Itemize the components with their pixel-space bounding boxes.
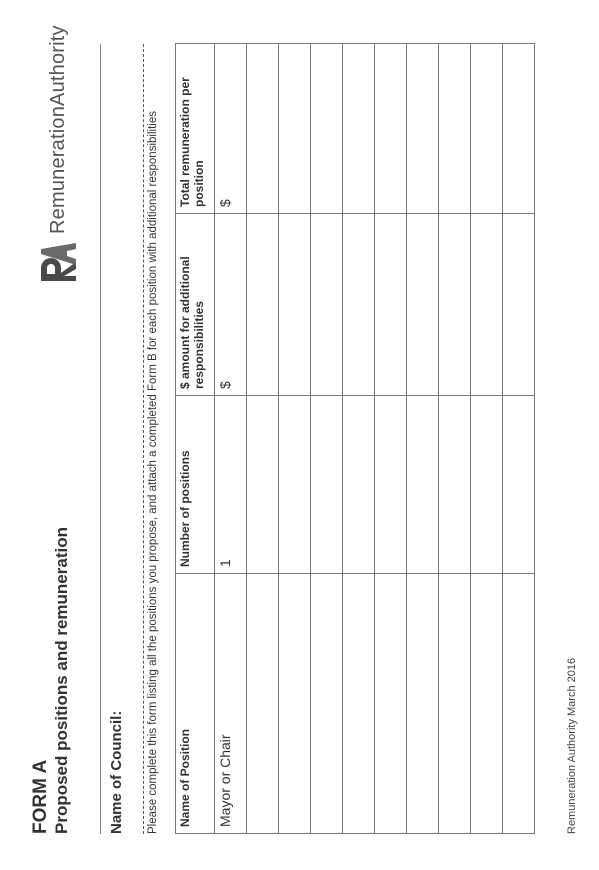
table-row [311, 44, 343, 834]
ra-monogram-icon [37, 242, 79, 284]
additional-amount-cell[interactable]: $ [215, 214, 247, 396]
number-of-positions-cell[interactable] [503, 396, 535, 574]
additional-amount-cell[interactable] [407, 214, 439, 396]
position-name-cell[interactable] [503, 574, 535, 834]
additional-amount-cell[interactable] [439, 214, 471, 396]
additional-amount-cell[interactable] [375, 214, 407, 396]
total-remuneration-cell[interactable] [247, 44, 279, 214]
table-row [471, 44, 503, 834]
total-remuneration-cell[interactable] [311, 44, 343, 214]
header-divider [100, 44, 101, 834]
footer-text: Remuneration Authority March 2016 [566, 657, 578, 834]
total-remuneration-cell[interactable] [279, 44, 311, 214]
additional-amount-cell[interactable] [247, 214, 279, 396]
table-row [407, 44, 439, 834]
additional-amount-cell[interactable] [503, 214, 535, 396]
position-name-cell[interactable] [311, 574, 343, 834]
total-remuneration-cell[interactable] [503, 44, 535, 214]
total-remuneration-cell[interactable] [439, 44, 471, 214]
council-name-field[interactable] [143, 44, 144, 834]
total-remuneration-cell[interactable] [471, 44, 503, 214]
number-of-positions-cell[interactable] [343, 396, 375, 574]
position-name-cell[interactable] [343, 574, 375, 834]
table-row [279, 44, 311, 834]
council-name-label: Name of Council: [108, 710, 125, 834]
column-header-total-remuneration: Total remuneration per position [176, 44, 215, 214]
additional-amount-cell[interactable] [471, 214, 503, 396]
remuneration-authority-logo [28, 25, 88, 284]
number-of-positions-cell[interactable] [407, 396, 439, 574]
total-remuneration-cell[interactable] [407, 44, 439, 214]
position-name-cell[interactable]: Mayor or Chair [215, 574, 247, 834]
table-row [247, 44, 279, 834]
column-header-name-of-position: Name of Position [176, 574, 215, 834]
table-row [439, 44, 471, 834]
position-name-cell[interactable] [407, 574, 439, 834]
number-of-positions-cell[interactable] [375, 396, 407, 574]
number-of-positions-cell[interactable] [247, 396, 279, 574]
position-name-cell[interactable] [247, 574, 279, 834]
number-of-positions-cell[interactable] [279, 396, 311, 574]
number-of-positions-cell[interactable]: 1 [215, 396, 247, 574]
total-remuneration-cell[interactable] [343, 44, 375, 214]
position-name-cell[interactable] [439, 574, 471, 834]
position-name-cell[interactable] [375, 574, 407, 834]
position-name-cell[interactable] [279, 574, 311, 834]
table-header-row [176, 44, 215, 834]
table-row [215, 44, 247, 834]
total-remuneration-cell[interactable] [375, 44, 407, 214]
positions-table [175, 43, 535, 834]
logo-text: RemunerationAuthority [46, 25, 69, 234]
column-header-number-of-positions: Number of positions [176, 396, 215, 574]
number-of-positions-cell[interactable] [311, 396, 343, 574]
position-name-cell[interactable] [471, 574, 503, 834]
number-of-positions-cell[interactable] [471, 396, 503, 574]
additional-amount-cell[interactable] [311, 214, 343, 396]
table-row [375, 44, 407, 834]
form-title: Proposed positions and remuneration [52, 527, 71, 834]
column-header-additional-amount: $ amount for additional responsibilities [176, 214, 215, 396]
additional-amount-cell[interactable] [279, 214, 311, 396]
table-row [503, 44, 535, 834]
additional-amount-cell[interactable] [343, 214, 375, 396]
total-remuneration-cell[interactable]: $ [215, 44, 247, 214]
number-of-positions-cell[interactable] [439, 396, 471, 574]
instructions-text: Please complete this form listing all the positions you propose, and attach a completed Form B for each position with additional responsibilities [147, 111, 159, 834]
table-row [343, 44, 375, 834]
form-label: FORM A [30, 759, 51, 834]
